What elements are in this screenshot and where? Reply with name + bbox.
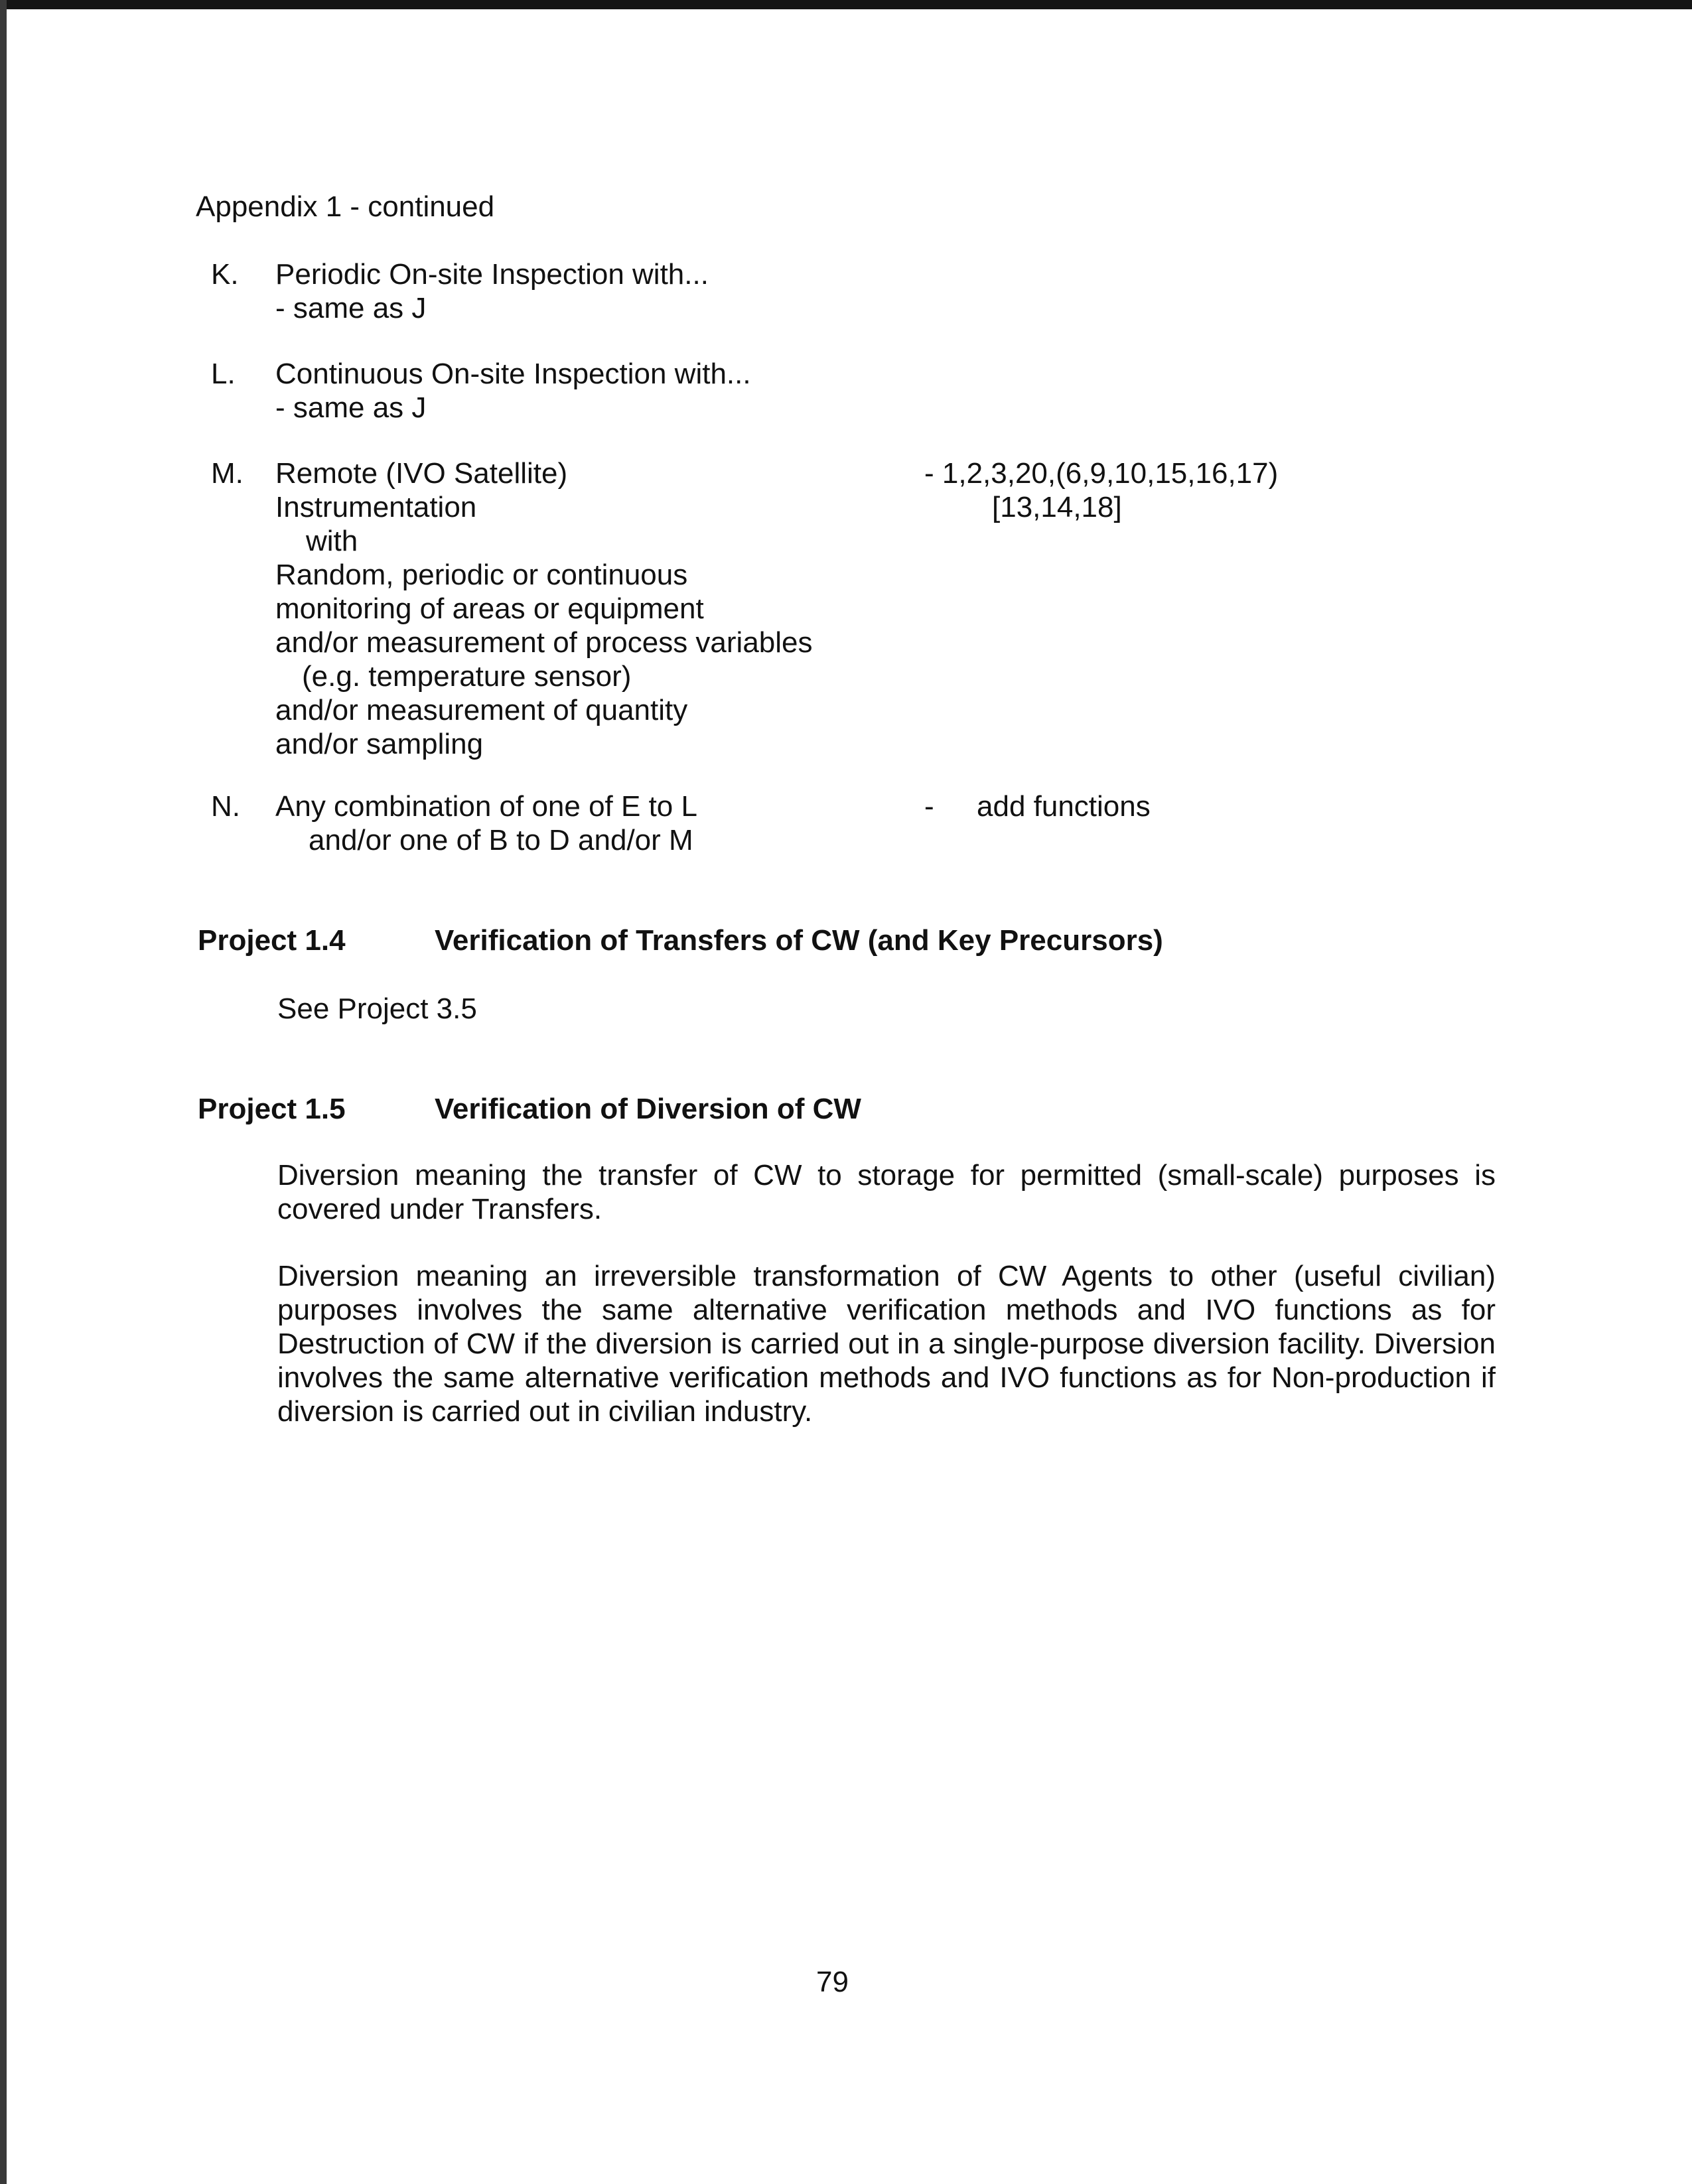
item-k-line: Periodic On-site Inspection with... [275,258,709,291]
left-scan-border [0,0,7,2184]
item-m-line: and/or measurement of process variables [275,626,813,659]
project-1-4-number: Project 1.4 [198,924,346,957]
item-m-line: Remote (IVO Satellite) [275,457,568,490]
top-scan-border [0,0,1692,9]
project-1-5-paragraph: Diversion meaning the transfer of CW to storage for permitted (small-scale) purposes is covered under Transfers. [277,1159,1496,1225]
item-n-line: and/or one of B to D and/or M [309,824,693,856]
item-m-line: with [306,525,358,557]
item-m-body [275,456,813,761]
item-l-line: Continuous On-site Inspection with... [275,358,751,390]
item-n-body [275,789,697,857]
item-n-label: N. [211,790,240,823]
item-n-line: Any combination of one of E to L [275,790,697,823]
item-m-reference-line: - 1,2,3,20,(6,9,10,15,16,17) [924,457,1279,490]
item-k-body [275,257,709,325]
page-number: 79 [816,1966,849,1998]
project-1-4-title: Verification of Transfers of CW (and Key Precursors) [435,924,1163,957]
item-l-body [275,357,751,425]
item-m-reference-line: [13,14,18] [992,491,1122,523]
item-n-dash: - [924,790,934,823]
appendix-heading: Appendix 1 - continued [196,190,495,223]
item-k-label: K. [211,258,239,291]
item-l-line: - same as J [275,391,427,424]
item-k-line: - same as J [275,292,427,324]
item-m-line: (e.g. temperature sensor) [302,660,632,693]
project-1-5-paragraph: Diversion meaning an irreversible transformation of CW Agents to other (useful civilian) purposes involves the same alternative verification methods and IVO functions as for Destruction of CW if the diversion is carried out in a single-purpose diversion facility. Diversion involves the same alternative verification methods and IVO functions as for Non-production if diversion is carried out in civilian industry. [277,1260,1496,1428]
project-1-5-number: Project 1.5 [198,1093,346,1125]
project-1-5-title: Verification of Diversion of CW [435,1093,861,1125]
item-m-line: and/or sampling [275,728,484,760]
item-m-line: and/or measurement of quantity [275,694,688,726]
item-m-label: M. [211,457,244,490]
item-m-references [924,456,1278,524]
project-1-4-paragraph: See Project 3.5 [277,992,477,1025]
item-l-label: L. [211,358,236,390]
item-m-line: Instrumentation [275,491,477,523]
item-n-reference: add functions [977,790,1151,823]
item-m-line: monitoring of areas or equipment [275,592,704,625]
item-m-line: Random, periodic or continuous [275,559,688,591]
